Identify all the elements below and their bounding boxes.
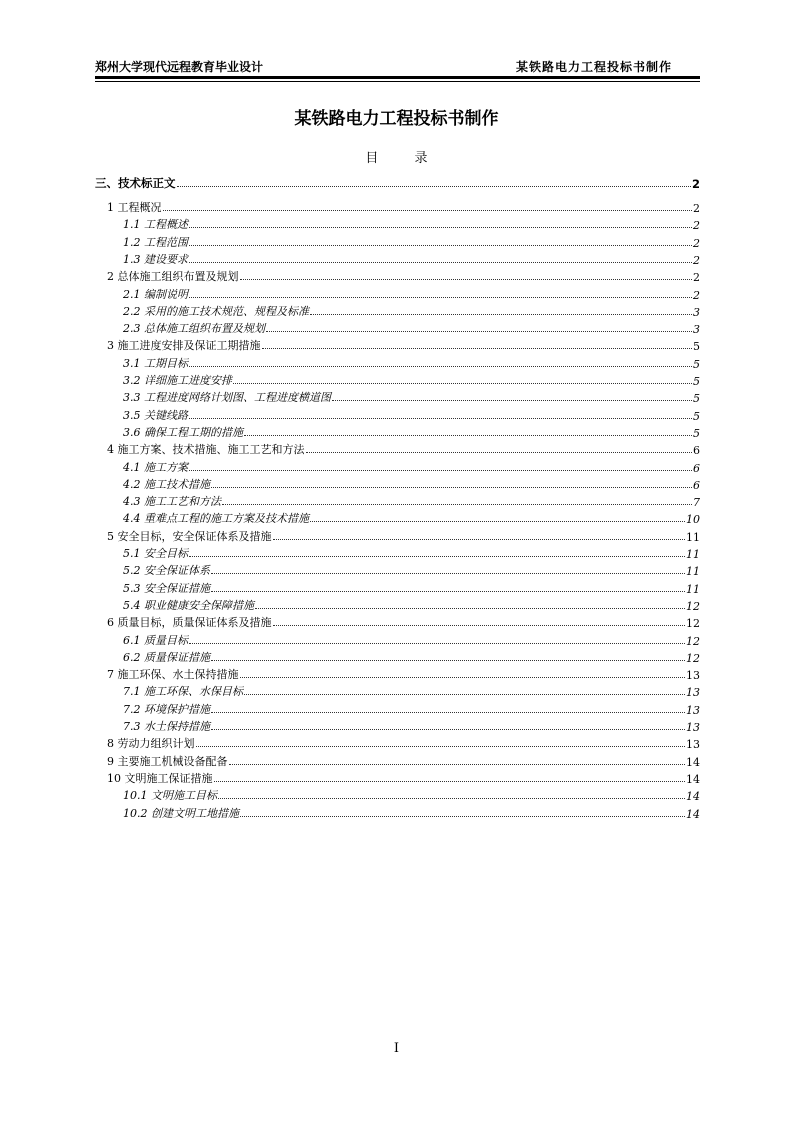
toc-leader-dots bbox=[189, 365, 692, 367]
toc-entry[interactable] bbox=[123, 250, 700, 267]
toc-entry-page: 2 bbox=[693, 271, 700, 285]
toc-entry-label: 1 工程概况 bbox=[107, 201, 162, 214]
toc-leader-dots bbox=[196, 745, 686, 747]
toc-entry[interactable] bbox=[123, 544, 700, 561]
toc-entry-label: 2.2 采用的施工技术规范、规程及标准 bbox=[123, 304, 309, 318]
toc-leader-dots bbox=[310, 313, 692, 315]
toc-entry[interactable] bbox=[123, 285, 700, 302]
toc-entry[interactable] bbox=[107, 267, 700, 284]
toc-entry-label: 9 主要施工机械设备配备 bbox=[107, 754, 228, 768]
toc-entry[interactable] bbox=[123, 319, 700, 336]
toc-entry[interactable] bbox=[123, 596, 700, 613]
toc-entry[interactable] bbox=[123, 458, 700, 475]
toc-entry-label: 4.4 重难点工程的施工方案及技术措施 bbox=[123, 512, 309, 526]
toc-entry-label: 4.3 施工工艺和方法 bbox=[123, 495, 221, 509]
toc-entry-label: 7 施工环保、水土保持措施 bbox=[107, 668, 239, 682]
toc-entry-label: 3 施工进度安排及保证工期措施 bbox=[107, 339, 261, 353]
toc-entry[interactable] bbox=[123, 354, 700, 371]
toc-leader-dots bbox=[189, 417, 692, 419]
header-rule-thick bbox=[95, 76, 700, 79]
toc-leader-dots bbox=[211, 572, 685, 574]
toc-entry-label: 6 质量目标，质量保证体系及措施 bbox=[107, 616, 272, 630]
toc-entry-label: 3.1 工期目标 bbox=[123, 356, 188, 370]
toc-leader-dots bbox=[332, 399, 692, 401]
toc-entry[interactable] bbox=[123, 492, 700, 509]
toc-entry-page: 10 bbox=[686, 513, 700, 527]
toc-entry-page: 13 bbox=[686, 703, 700, 717]
toc-leader-dots bbox=[273, 538, 686, 540]
toc-entry[interactable] bbox=[123, 648, 700, 665]
toc-entry[interactable] bbox=[123, 804, 700, 821]
toc-entry-label: 3.5 关键线路 bbox=[123, 408, 188, 422]
toc-entry-page: 5 bbox=[693, 392, 700, 406]
toc-leader-dots bbox=[189, 261, 692, 263]
toc-leader-dots bbox=[214, 780, 686, 782]
toc-entry[interactable] bbox=[107, 734, 700, 751]
toc-entry-page: 11 bbox=[686, 548, 700, 561]
toc-entry[interactable] bbox=[107, 752, 700, 769]
toc-entry-page: 3 bbox=[693, 305, 700, 319]
toc-entry-page: 14 bbox=[686, 772, 700, 786]
toc-leader-dots bbox=[240, 278, 693, 280]
page-number: I bbox=[393, 1041, 400, 1056]
toc-entry-page: 14 bbox=[686, 790, 700, 804]
toc-entry-label: 6.1 质量目标 bbox=[123, 633, 188, 647]
toc-entry-label: 三、技术标正文 bbox=[95, 176, 176, 190]
toc-entry-label: 2 总体施工组织布置及规划 bbox=[107, 270, 239, 284]
toc-entry-page: 5 bbox=[693, 409, 700, 423]
toc-leader-dots bbox=[211, 486, 692, 488]
toc-entry[interactable] bbox=[107, 336, 700, 353]
toc-entry-page: 12 bbox=[686, 634, 700, 648]
toc-leader-dots bbox=[229, 763, 686, 765]
toc-entry-label: 5.4 职业健康安全保障措施 bbox=[123, 598, 254, 612]
toc-entry-label: 2.1 编制说明 bbox=[123, 287, 188, 301]
toc-entry-label: 7.2 环境保护措施 bbox=[123, 702, 210, 716]
toc-entry-label: 7.3 水土保持措施 bbox=[123, 720, 210, 733]
toc-entry[interactable] bbox=[95, 174, 700, 191]
toc-entry[interactable] bbox=[123, 700, 700, 717]
toc-leader-dots bbox=[211, 590, 685, 592]
toc-leader-dots bbox=[189, 555, 685, 557]
toc-entry-page: 11 bbox=[686, 565, 700, 579]
toc-entry[interactable] bbox=[123, 786, 700, 803]
toc-entry-label: 7.1 施工环保、水保目标 bbox=[123, 685, 243, 699]
toc-entry-label: 5.3 安全保证措施 bbox=[123, 581, 210, 595]
toc-entry-label: 3.6 确保工程工期的措施 bbox=[123, 425, 243, 439]
toc-leader-dots bbox=[273, 624, 686, 626]
toc-entry-label: 2.3 总体施工组织布置及规划 bbox=[123, 322, 265, 336]
toc-entry[interactable] bbox=[123, 561, 700, 578]
toc-entry[interactable] bbox=[123, 371, 700, 388]
toc-entry-page: 11 bbox=[686, 530, 700, 544]
toc-leader-dots bbox=[222, 503, 692, 505]
toc-entry[interactable] bbox=[123, 509, 700, 526]
toc-entry-page: 2 bbox=[693, 236, 700, 250]
toc-entry[interactable] bbox=[123, 233, 700, 250]
toc-entry-page: 6 bbox=[693, 478, 700, 492]
toc-entry-label: 5 安全目标，安全保证体系及措施 bbox=[107, 529, 272, 543]
toc-entry-label: 4 施工方案、技术措施、施工工艺和方法 bbox=[107, 443, 305, 457]
header-right-text: 某铁路电力工程投标书制作 bbox=[515, 60, 672, 74]
toc-entry-page: 2 bbox=[691, 177, 700, 191]
toc-entry-page: 2 bbox=[693, 202, 700, 215]
toc-entry[interactable] bbox=[123, 388, 700, 405]
toc-entry[interactable] bbox=[123, 579, 700, 596]
toc-entry-label: 5.1 安全目标 bbox=[123, 547, 188, 560]
toc-leader-dots bbox=[189, 296, 692, 298]
toc-leader-dots bbox=[240, 676, 686, 678]
toc-entry-page: 5 bbox=[693, 340, 700, 354]
toc-entry[interactable] bbox=[123, 717, 700, 734]
toc-entry-label: 8 劳动力组织计划 bbox=[107, 737, 195, 751]
toc-entry[interactable] bbox=[123, 302, 700, 319]
toc-entry-page: 5 bbox=[693, 357, 700, 371]
toc-entry-page: 11 bbox=[686, 582, 700, 596]
toc-entry-page: 13 bbox=[686, 721, 700, 734]
toc-entry-page: 3 bbox=[693, 323, 700, 337]
toc-leader-dots bbox=[163, 209, 693, 211]
toc-leader-dots bbox=[211, 711, 685, 713]
toc-entry-page: 5 bbox=[693, 426, 700, 440]
toc-leader-dots bbox=[306, 451, 693, 453]
toc-entry[interactable] bbox=[107, 198, 700, 215]
toc-entry-label: 3.2 详细施工进度安排 bbox=[123, 374, 232, 387]
toc-entry-label: 10 文明施工保证措施 bbox=[107, 771, 213, 785]
toc-entry-label: 1.2 工程范围 bbox=[123, 235, 188, 249]
toc-entry-page: 2 bbox=[693, 253, 700, 267]
toc-entry-label: 6.2 质量保证措施 bbox=[123, 650, 210, 664]
toc-leader-dots bbox=[255, 607, 685, 609]
toc-leader-dots bbox=[189, 244, 692, 246]
toc-entry-page: 2 bbox=[693, 219, 700, 233]
toc-entry[interactable] bbox=[107, 769, 700, 786]
toc-entry-label: 1.1 工程概述 bbox=[123, 218, 188, 232]
toc-leader-dots bbox=[189, 642, 685, 644]
toc-leader-dots bbox=[218, 797, 685, 799]
toc-entry[interactable] bbox=[123, 215, 700, 232]
toc-entry-page: 12 bbox=[686, 651, 700, 665]
toc-entry[interactable] bbox=[123, 682, 700, 699]
toc-entry-page: 12 bbox=[686, 599, 700, 613]
page-header bbox=[95, 56, 700, 76]
toc-entry-page: 13 bbox=[686, 669, 700, 683]
toc-entry-page: 6 bbox=[693, 444, 700, 458]
toc-leader-dots bbox=[240, 815, 685, 817]
toc-leader-dots bbox=[189, 469, 692, 471]
toc-entry-label: 10.2 创建文明工地措施 bbox=[123, 806, 239, 820]
toc-leader-dots bbox=[262, 347, 693, 349]
toc-entry-label: 4.1 施工方案 bbox=[123, 460, 188, 474]
toc-heading: 目 录 bbox=[365, 151, 444, 166]
toc-entry[interactable] bbox=[123, 631, 700, 648]
toc-entry[interactable] bbox=[107, 440, 700, 457]
header-rule-thin bbox=[95, 81, 700, 82]
toc-leader-dots bbox=[233, 382, 692, 384]
header-left-text: 郑州大学现代远程教育毕业设计 bbox=[95, 60, 264, 74]
toc-leader-dots bbox=[266, 330, 692, 332]
toc-entry[interactable] bbox=[123, 406, 700, 423]
toc-entry-label: 10.1 文明施工目标 bbox=[123, 789, 217, 803]
toc-entry-label: 5.2 安全保证体系 bbox=[123, 564, 210, 578]
toc-entry-page: 12 bbox=[686, 617, 700, 631]
toc-leader-dots bbox=[310, 520, 685, 522]
toc-entry-page: 14 bbox=[686, 807, 700, 821]
toc-entry-page: 14 bbox=[686, 755, 700, 769]
toc-entry[interactable] bbox=[107, 665, 700, 682]
toc-leader-dots bbox=[189, 226, 692, 228]
toc-entry-label: 1.3 建设要求 bbox=[123, 252, 188, 266]
toc-entry[interactable] bbox=[107, 613, 700, 630]
toc-entry-page: 7 bbox=[693, 496, 700, 510]
toc-entry[interactable] bbox=[107, 527, 700, 544]
toc-entry-page: 2 bbox=[693, 288, 700, 302]
toc-entry[interactable] bbox=[123, 423, 700, 440]
toc-entry-page: 6 bbox=[693, 461, 700, 475]
toc-leader-dots bbox=[211, 659, 685, 661]
toc-leader-dots bbox=[244, 693, 685, 695]
toc-entry-label: 3.3 工程进度网络计划图、工程进度横道图 bbox=[123, 391, 331, 405]
toc-leader-dots bbox=[211, 728, 685, 730]
toc-entry-page: 13 bbox=[686, 738, 700, 752]
document-title: 某铁路电力工程投标书制作 bbox=[294, 109, 499, 129]
toc-leader-dots bbox=[177, 185, 691, 187]
toc-entry-label: 4.2 施工技术措施 bbox=[123, 477, 210, 491]
toc-entry[interactable] bbox=[123, 475, 700, 492]
toc-leader-dots bbox=[244, 434, 692, 436]
toc-entry-page: 5 bbox=[693, 375, 700, 388]
toc-entry-page: 13 bbox=[686, 686, 700, 700]
